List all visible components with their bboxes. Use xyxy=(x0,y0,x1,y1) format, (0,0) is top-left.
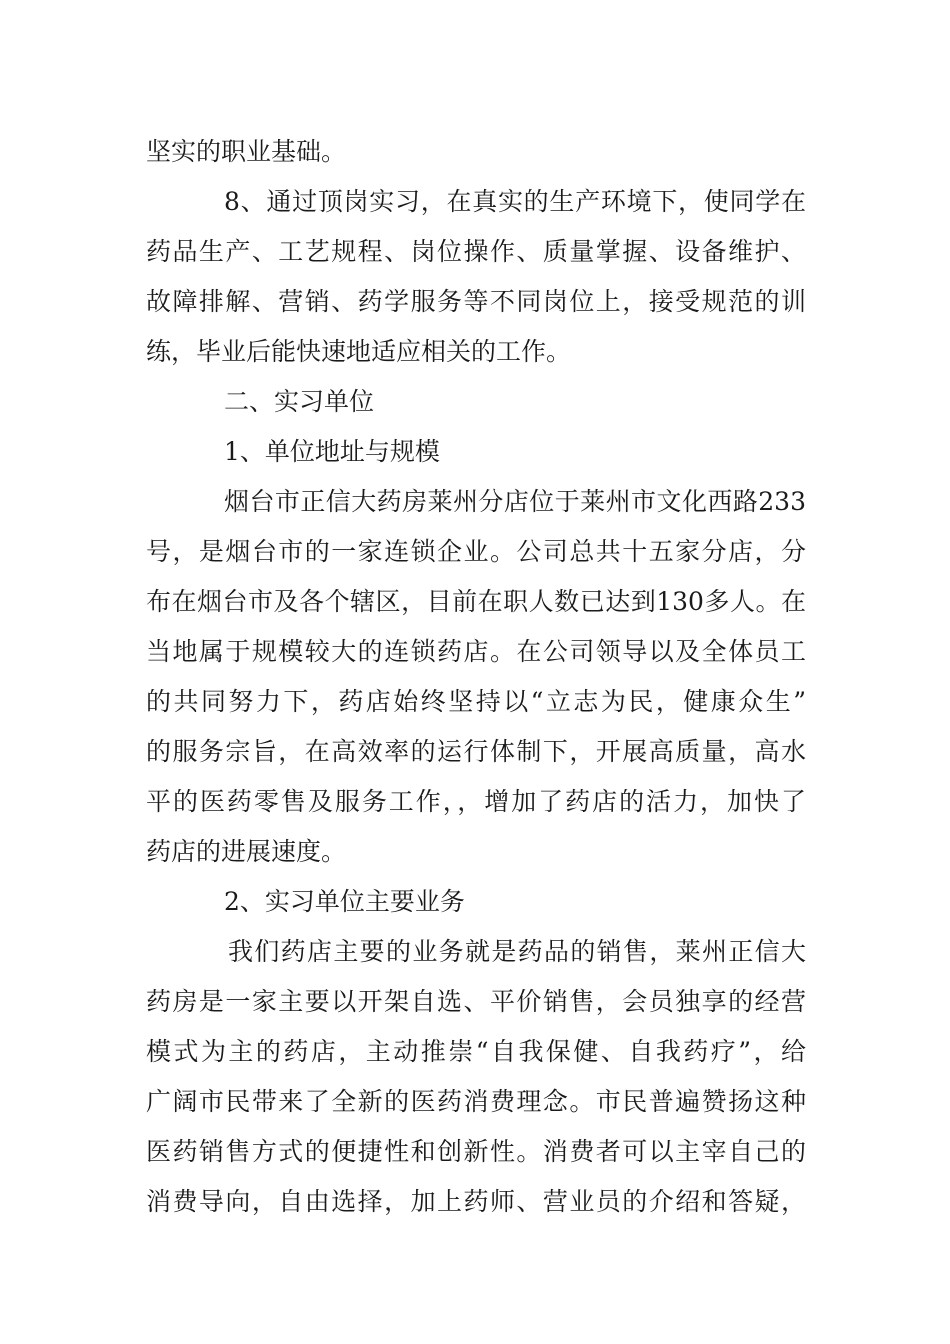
paragraph-line: 号，是烟台市的一家连锁企业。公司总共十五家分店，分 xyxy=(146,537,806,566)
paragraph-line: 广阔市民带来了全新的医药消费理念。市民普遍赞扬这种 xyxy=(146,1087,806,1116)
paragraph-line: 坚实的职业基础。 xyxy=(146,137,347,166)
paragraph-line: 模式为主的药店，主动推崇“自我保健、自我药疗”，给 xyxy=(146,1037,806,1066)
document-body xyxy=(146,127,806,1227)
paragraph-line: 药品生产、工艺规程、岗位操作、质量掌握、设备维护、 xyxy=(146,237,806,266)
paragraph-line: 药店的进展速度。 xyxy=(146,837,347,866)
paragraph-line: 当地属于规模较大的连锁药店。在公司领导以及全体员工 xyxy=(146,637,806,666)
paragraph-line: 故障排解、营销、药学服务等不同岗位上，接受规范的训 xyxy=(146,287,806,316)
paragraph-line: 药房是一家主要以开架自选、平价销售，会员独享的经营 xyxy=(146,987,806,1016)
paragraph-line: 8、通过顶岗实习，在真实的生产环境下，使同学在 xyxy=(224,187,806,216)
paragraph-line: 平的医药零售及服务工作，，增加了药店的活力，加快了 xyxy=(146,787,806,816)
paragraph-line: 的服务宗旨，在高效率的运行体制下，开展高质量，高水 xyxy=(146,737,806,766)
paragraph-line: 我们药店主要的业务就是药品的销售，莱州正信大 xyxy=(228,937,806,966)
paragraph-line: 的共同努力下，药店始终坚持以“立志为民，健康众生” xyxy=(146,687,806,716)
subsection-heading: 2、实习单位主要业务 xyxy=(224,887,465,916)
paragraph-line: 医药销售方式的便捷性和创新性。消费者可以主宰自己的 xyxy=(146,1137,806,1166)
subsection-heading: 1、单位地址与规模 xyxy=(224,437,440,466)
paragraph-line: 练，毕业后能快速地适应相关的工作。 xyxy=(146,337,572,366)
paragraph-line: 消费导向，自由选择，加上药师、营业员的介绍和答疑， xyxy=(146,1187,806,1216)
paragraph-line: 布在烟台市及各个辖区，目前在职人数已达到130多人。在 xyxy=(146,587,806,616)
paragraph-line: 烟台市正信大药房莱州分店位于莱州市文化西路233 xyxy=(224,487,806,516)
section-heading: 二、实习单位 xyxy=(224,387,375,416)
